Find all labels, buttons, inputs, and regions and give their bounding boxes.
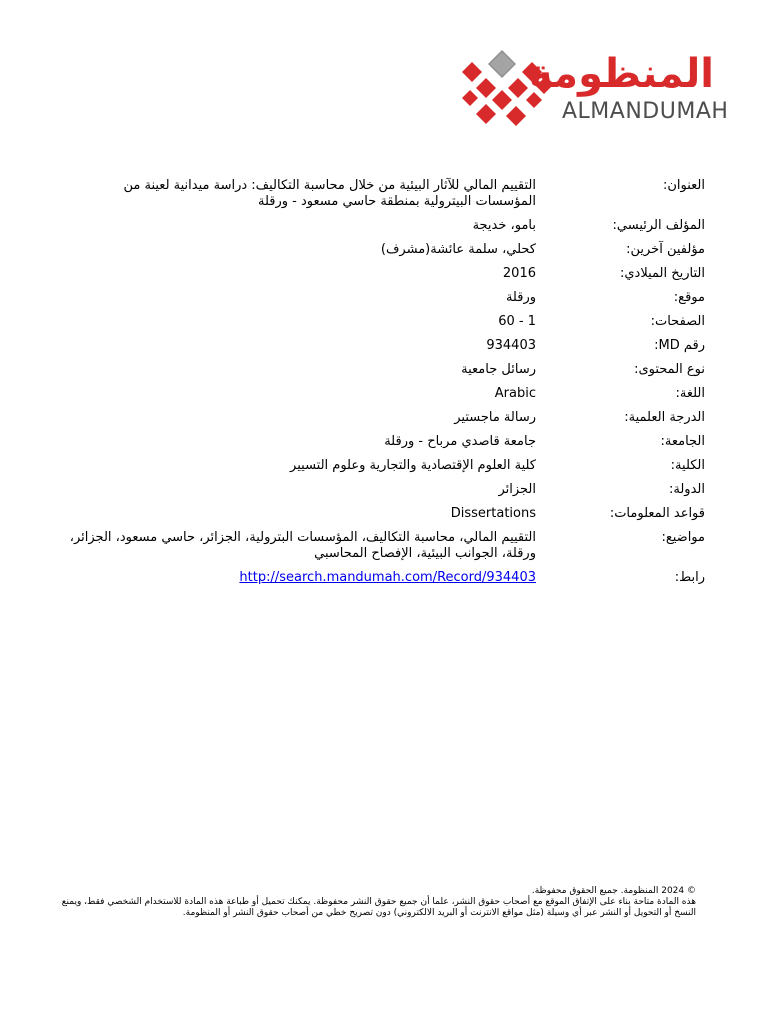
field-other-authors <box>60 242 705 258</box>
md-number-value: 934403 <box>486 338 536 353</box>
university-value: جامعة قاصدي مرباح - ورقلة <box>384 434 536 449</box>
record-link[interactable]: http://search.mandumah.com/Record/934403 <box>239 570 536 585</box>
content-type-value: رسائل جامعية <box>461 362 536 377</box>
field-faculty <box>60 458 705 474</box>
logo-latin-text: ALMANDUMAH <box>562 99 729 124</box>
field-label: رابط: <box>674 570 705 585</box>
title-value: التقييم المالي للآثار البيئية من خلال محاسبة التكاليف: دراسة ميدانية لعينة من المؤسسات البيترولية بمنطقة حاسي مسعود - ورقلة <box>123 178 536 209</box>
field-label: الدرجة العلمية: <box>624 410 705 425</box>
field-label: رقم MD: <box>654 338 705 353</box>
degree-value: رسالة ماجستير <box>454 410 536 425</box>
field-label: المؤلف الرئيسي: <box>612 218 705 233</box>
field-label: قواعد المعلومات: <box>609 506 705 521</box>
field-country <box>60 482 705 498</box>
field-language <box>60 386 705 402</box>
record-metadata <box>60 178 705 594</box>
field-label: التاريخ الميلادي: <box>620 266 705 281</box>
field-label: مؤلفين آخرين: <box>626 242 705 257</box>
database-value: Dissertations <box>450 506 536 521</box>
field-location <box>60 290 705 306</box>
field-date <box>60 266 705 282</box>
main-author-value: بامو، خديجة <box>472 218 536 233</box>
field-label: اللغة: <box>675 386 705 401</box>
field-link <box>60 570 705 586</box>
field-label: موقع: <box>673 290 705 305</box>
link-value <box>60 570 536 586</box>
field-label: مواضيع: <box>661 530 705 545</box>
field-label: الكلية: <box>670 458 705 473</box>
field-main-author <box>60 218 705 234</box>
pages-value: 1 - 60 <box>498 314 536 329</box>
other-authors-value: كحلي، سلمة عائشة(مشرف) <box>380 242 536 257</box>
field-md-number <box>60 338 705 354</box>
field-database <box>60 506 705 522</box>
copyright-text: © 2024 المنظومة. جميع الحقوق محفوظة. <box>531 886 696 896</box>
field-label: العنوان: <box>662 178 705 193</box>
language-value: Arabic <box>494 386 536 401</box>
field-label: الجامعة: <box>660 434 705 449</box>
field-university <box>60 434 705 450</box>
rights-notice: هذه المادة متاحة بناء على الإتفاق الموقع مع أصحاب حقوق النشر، علما أن جميع حقوق النشر محفوظة. يمكنك تحميل أو طباعة هذه المادة للاستخدام الشخصي فقط، ويمنع النسخ أو التحويل أو النشر عبر أي وسيلة (مثل مواقع الانترنت أو البريد الالكتروني) دون تصريح خطي من أصحاب حقوق النشر أو المنظومة. <box>61 897 696 918</box>
country-value: الجزائر <box>498 482 536 497</box>
field-title <box>60 178 705 210</box>
field-pages <box>60 314 705 330</box>
date-value: 2016 <box>502 266 536 281</box>
logo-arabic-text: المنظومة <box>529 51 714 97</box>
subjects-value: التقييم المالي، محاسبة التكاليف، المؤسسات البترولية، الجزائر، حاسي مسعود، الجزائر، ورقلة، الجوانب البيئية، الإفصاح المحاسبي <box>69 530 536 561</box>
field-label: الصفحات: <box>650 314 705 329</box>
field-content-type <box>60 362 705 378</box>
field-degree <box>60 410 705 426</box>
field-subjects <box>60 530 705 562</box>
almandumah-logo <box>458 48 729 130</box>
faculty-value: كلية العلوم الإقتصادية والتجارية وعلوم التسيير <box>290 458 536 473</box>
location-value: ورقلة <box>505 290 536 305</box>
field-label: الدولة: <box>669 482 705 497</box>
footer <box>54 886 696 919</box>
field-label: نوع المحتوى: <box>634 362 705 377</box>
